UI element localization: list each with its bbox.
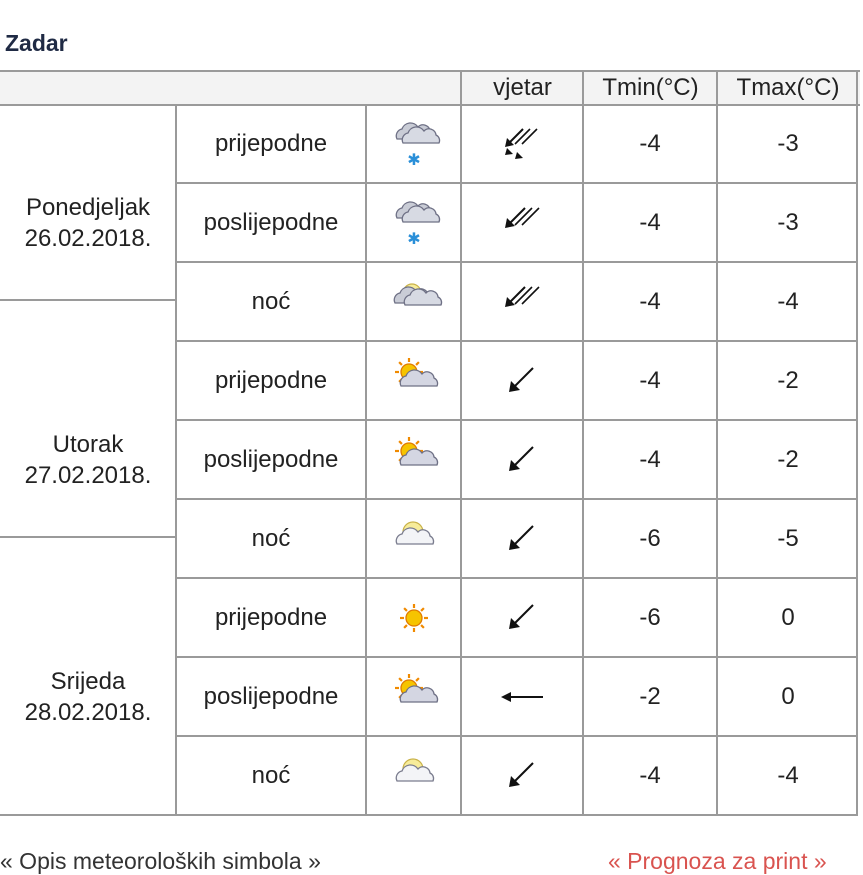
cloud-snow-icon	[366, 183, 461, 262]
period-cell: poslijepodne	[203, 682, 339, 710]
light-southwest-wind-icon	[461, 420, 583, 499]
period-cell: prijepodne	[214, 366, 328, 394]
tmax-cell: -2	[777, 366, 799, 394]
tmax-cell: 0	[781, 682, 795, 710]
tmin-cell: -4	[639, 445, 661, 473]
grid-hline	[176, 340, 858, 342]
light-southwest-wind-icon	[461, 578, 583, 657]
period-cell: noć	[251, 287, 291, 315]
partly-cloudy-icon	[366, 499, 461, 578]
medium-southwest-wind-icon	[461, 262, 583, 341]
day-date: 28.02.2018.	[24, 698, 152, 726]
light-southwest-wind-icon	[461, 341, 583, 420]
grid-hline	[176, 182, 858, 184]
tmax-cell: -3	[777, 208, 799, 236]
grid-hline	[176, 814, 858, 816]
tmin-cell: -6	[639, 524, 661, 552]
period-cell: poslijepodne	[203, 208, 339, 236]
strong-southwest-wind-icon	[461, 104, 583, 183]
print-forecast-link[interactable]: « Prognoza za print »	[608, 848, 827, 874]
period-cell: poslijepodne	[203, 445, 339, 473]
day-name: Utorak	[52, 430, 124, 458]
grid-vline	[175, 104, 177, 815]
grid-hline	[176, 577, 858, 579]
grid-hline	[176, 419, 858, 421]
grid-vline	[856, 104, 858, 815]
grid-hline	[176, 656, 858, 658]
header-wind: vjetar	[460, 72, 583, 104]
tmin-cell: -6	[639, 603, 661, 631]
grid-vline	[582, 104, 584, 815]
partly-cloudy-icon	[366, 736, 461, 815]
period-cell: prijepodne	[214, 603, 328, 631]
tmin-cell: -4	[639, 129, 661, 157]
tmin-cell: -4	[639, 287, 661, 315]
day-cell	[0, 104, 176, 341]
tmin-cell: -4	[639, 761, 661, 789]
tmax-cell: -2	[777, 445, 799, 473]
period-cell: prijepodne	[214, 129, 328, 157]
day-name: Ponedjeljak	[25, 193, 151, 221]
table-header	[0, 70, 860, 106]
grid-hline	[176, 498, 858, 500]
day-cell	[0, 578, 176, 815]
period-cell: noć	[251, 761, 291, 789]
grid-vline	[460, 104, 462, 815]
symbols-description-link[interactable]: « Opis meteoroloških simbola »	[0, 848, 321, 874]
tmax-cell: -3	[777, 129, 799, 157]
header-tmax: Tmax(°C)	[716, 72, 858, 104]
tmax-cell: -4	[777, 761, 799, 789]
day-date: 27.02.2018.	[24, 461, 152, 489]
grid-hline	[176, 261, 858, 263]
grid-vline	[365, 104, 367, 815]
sun-cloud-icon	[366, 341, 461, 420]
day-separator	[0, 814, 176, 816]
period-cell: noć	[251, 524, 291, 552]
day-separator	[0, 536, 176, 538]
light-southwest-wind-icon	[461, 736, 583, 815]
grid-hline	[176, 735, 858, 737]
cloud-partly-icon	[366, 262, 461, 341]
day-date: 26.02.2018.	[24, 224, 152, 252]
day-name: Srijeda	[50, 667, 126, 695]
header-empty	[0, 72, 459, 104]
grid-vline	[716, 104, 718, 815]
tmin-cell: -2	[639, 682, 661, 710]
svg-text:✱: ✱	[406, 228, 421, 248]
day-cell	[0, 341, 176, 578]
day-separator	[0, 299, 176, 301]
header-tmin: Tmin(°C)	[582, 72, 717, 104]
city-title: Zadar	[5, 30, 68, 56]
tmin-cell: -4	[639, 366, 661, 394]
tmin-cell: -4	[639, 208, 661, 236]
cloud-snow-icon	[366, 104, 461, 183]
sun-cloud-icon	[366, 657, 461, 736]
west-wind-icon	[461, 657, 583, 736]
light-southwest-wind-icon	[461, 499, 583, 578]
medium-southwest-wind-icon	[461, 183, 583, 262]
svg-text:✱: ✱	[406, 149, 421, 169]
header-right-border	[856, 72, 858, 104]
tmax-cell: -5	[777, 524, 799, 552]
sun-icon	[366, 578, 461, 657]
sun-cloud-icon	[366, 420, 461, 499]
tmax-cell: -4	[777, 287, 799, 315]
tmax-cell: 0	[781, 603, 795, 631]
